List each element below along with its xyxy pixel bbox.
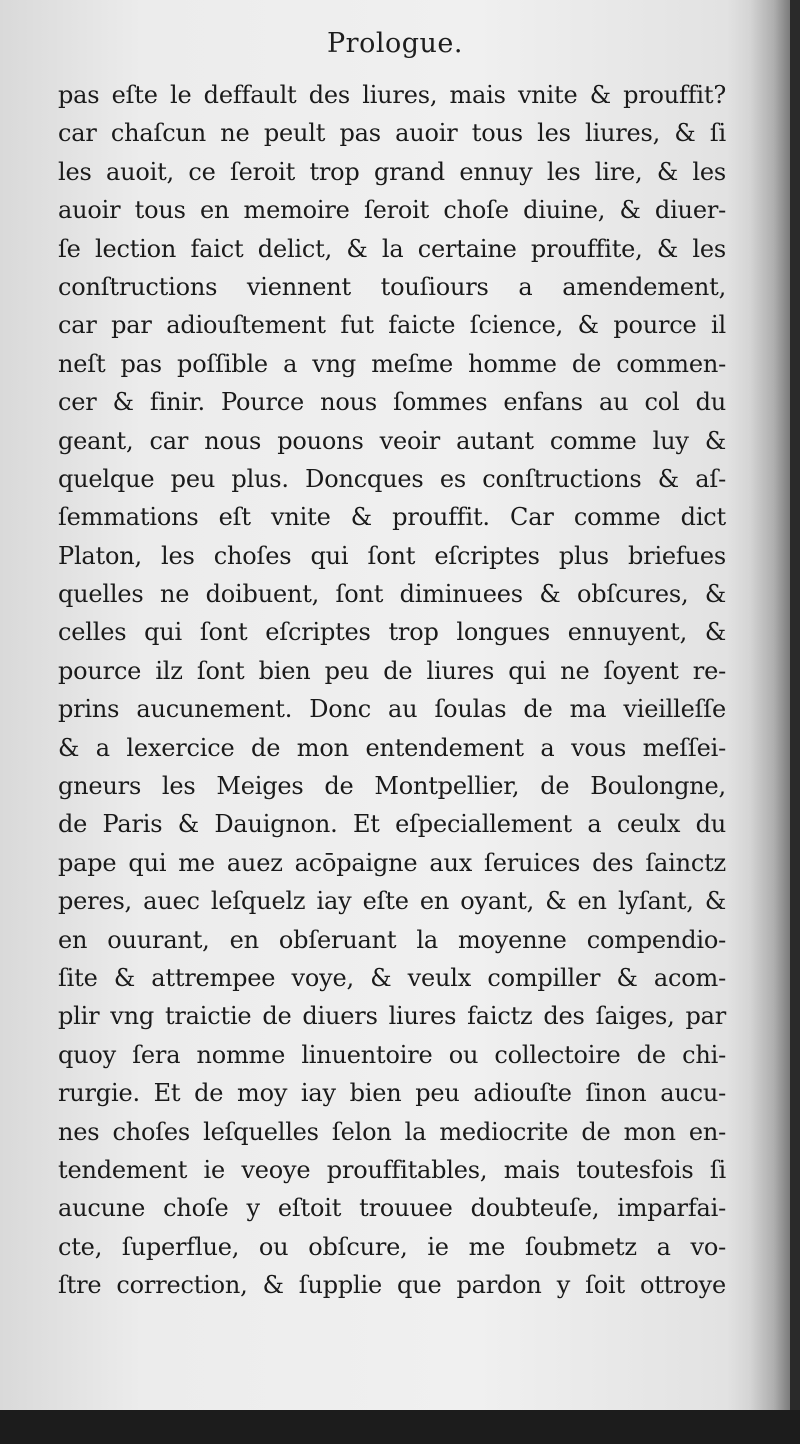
page-bottom-edge (0, 1410, 800, 1444)
text-line: nes choſes leſquelles ſelon la mediocrite de mon en- (58, 1117, 726, 1146)
text-line: pape qui me auez acōpaigne aux ſeruices des ſainctz (58, 848, 726, 877)
text-line: aucune choſe y eſtoit trouuee doubteuſe, imparfai- (58, 1194, 726, 1223)
text-line: conſtructions viennent touſiours a amendement, (58, 272, 726, 301)
text-line: auoir tous en memoire ſeroit choſe diuine, & diuer- (58, 196, 726, 225)
text-line: tendement ie veoye prouffitables, mais toutesfois ſi (58, 1155, 726, 1184)
text-line: ſemmations eſt vnite & prouffit. Car comme dict (58, 503, 726, 532)
text-line: car par adiouſtement fut faicte ſcience, & pource il (58, 311, 726, 340)
text-line: geant, car nous pouons veoir autant comme luy & (58, 426, 726, 455)
text-line: cte, ſuperflue, ou obſcure, ie me ſoubmetz a vo- (58, 1232, 726, 1261)
text-line: pas eſte le deffault des liures, mais vnite & prouffit? (58, 81, 726, 109)
text-line: celles qui ſont eſcriptes trop longues ennuyent, & (58, 618, 726, 647)
page-gutter-shadow (750, 0, 790, 1410)
running-title: Prologue. (327, 28, 463, 59)
text-line: ſtre correction, & ſupplie que pardon y ſoit ottroye (58, 1271, 726, 1300)
text-line: Platon, les choſes qui ſont eſcriptes plus briefues (58, 541, 726, 570)
text-line: ſite & attrempee voye, & veulx compiller & acom- (58, 963, 726, 992)
text-line: car chaſcun ne peult pas auoir tous les liures, & ſi (58, 119, 726, 148)
text-line: peres, auec leſquelz iay eſte en oyant, & en lyſant, & (58, 887, 726, 916)
text-line: gneurs les Meiges de Montpellier, de Boulongne, (58, 772, 726, 801)
text-line: quelque peu plus. Doncques es conſtructions & aſ- (58, 464, 726, 493)
text-line: neſt pas poſſible a vng meſme homme de commen- (58, 349, 726, 378)
text-line: rurgie. Et de moy iay bien peu adiouſte ſinon aucu- (58, 1079, 726, 1108)
text-line: en ouurant, en obſeruant la moyenne compendio- (58, 925, 726, 954)
text-line: ſe lection faict delict, & la certaine prouffite, & les (58, 234, 726, 263)
text-line: quelles ne doibuent, ſont diminuees & obſcures, & (58, 580, 726, 609)
text-line: les auoit, ce ſeroit trop grand ennuy les lire, & les (58, 157, 726, 186)
text-line: plir vng traictie de diuers liures faictz des ſaiges, par (58, 1002, 726, 1031)
text-line: quoy ſera nomme linuentoire ou collectoire de chi- (58, 1040, 726, 1069)
body-text (58, 76, 726, 1305)
text-line: prins aucunement. Donc au ſoulas de ma vieilleſſe (58, 695, 726, 724)
text-line: de Paris & Dauignon. Et eſpeciallement a ceulx du (58, 810, 726, 839)
text-line: cer & finir. Pource nous ſommes enfans au col du (58, 388, 726, 417)
text-line: & a lexercice de mon entendement a vous meſſei- (58, 733, 726, 762)
text-line: pource ilz ſont bien peu de liures qui ne ſoyent re- (58, 656, 726, 685)
